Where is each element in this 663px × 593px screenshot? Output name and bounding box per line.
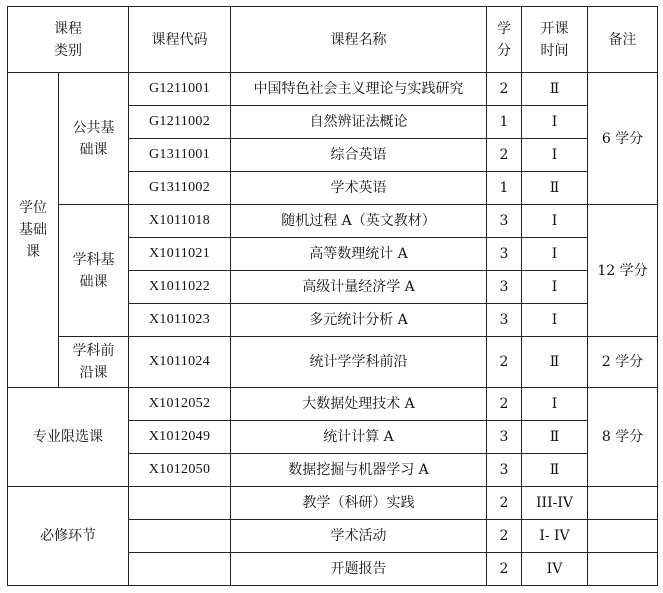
course-code: G1211002 <box>129 106 231 139</box>
course-credits: 1 <box>487 106 522 139</box>
course-credits: 2 <box>487 553 522 586</box>
course-term: Ⅱ <box>522 421 588 454</box>
group-required-links: 必修环节 <box>8 487 129 586</box>
course-term: Ⅱ <box>522 337 588 388</box>
note-elective: 8 学分 <box>588 388 658 487</box>
course-name: 教学（科研）实践 <box>231 487 487 520</box>
table-row <box>8 337 658 388</box>
course-name: 自然辨证法概论 <box>231 106 487 139</box>
course-code: X1011022 <box>129 271 231 304</box>
course-code: G1311001 <box>129 139 231 172</box>
table-row <box>8 388 658 421</box>
course-code: X1012049 <box>129 421 231 454</box>
course-name: 数据挖掘与机器学习 A <box>231 454 487 487</box>
course-name: 高等数理统计 A <box>231 238 487 271</box>
course-term: Ⅰ <box>522 304 588 337</box>
course-name: 随机过程 A（英文教材） <box>231 205 487 238</box>
course-credits: 2 <box>487 139 522 172</box>
header-credits: 学 分 <box>487 7 522 73</box>
table-row <box>8 73 658 106</box>
table-row <box>8 205 658 238</box>
course-name: 学术活动 <box>231 520 487 553</box>
course-code: X1011021 <box>129 238 231 271</box>
header-term: 开课 时间 <box>522 7 588 73</box>
course-credits: 1 <box>487 172 522 205</box>
note-empty <box>588 487 658 520</box>
course-name: 大数据处理技术 A <box>231 388 487 421</box>
header-code: 课程代码 <box>129 7 231 73</box>
group-degree-basic: 学位 基础 课 <box>8 73 59 388</box>
course-term: Ⅱ <box>522 454 588 487</box>
header-row <box>8 7 658 73</box>
note-empty <box>588 520 658 553</box>
course-credits: 2 <box>487 487 522 520</box>
course-term: Ⅰ <box>522 388 588 421</box>
course-credits: 3 <box>487 205 522 238</box>
course-name: 高级计量经济学 A <box>231 271 487 304</box>
course-name: 统计计算 A <box>231 421 487 454</box>
course-code: X1011023 <box>129 304 231 337</box>
subgroup-subject-frontier: 学科前 沿课 <box>59 337 129 388</box>
course-credits: 2 <box>487 337 522 388</box>
course-term: Ⅱ <box>522 172 588 205</box>
course-term: Ⅰ <box>522 205 588 238</box>
course-credits: 3 <box>487 271 522 304</box>
course-term: Ⅰ <box>522 238 588 271</box>
course-name: 中国特色社会主义理论与实践研究 <box>231 73 487 106</box>
course-term: Ⅱ <box>522 73 588 106</box>
header-note: 备注 <box>588 7 658 73</box>
course-code: G1311002 <box>129 172 231 205</box>
course-credits: 2 <box>487 520 522 553</box>
table-row <box>8 487 658 520</box>
course-term: Ⅰ <box>522 139 588 172</box>
course-credits: 2 <box>487 73 522 106</box>
note-empty <box>588 553 658 586</box>
course-code: X1012052 <box>129 388 231 421</box>
subgroup-public-basic: 公共基 础课 <box>59 73 129 205</box>
course-code: X1011018 <box>129 205 231 238</box>
header-category: 课程 类别 <box>8 7 129 73</box>
course-name: 学术英语 <box>231 172 487 205</box>
course-code <box>129 553 231 586</box>
course-term: Ⅰ <box>522 271 588 304</box>
header-name: 课程名称 <box>231 7 487 73</box>
note-subject: 12 学分 <box>588 205 658 337</box>
group-elective: 专业限选课 <box>8 388 129 487</box>
course-credits: 3 <box>487 238 522 271</box>
course-term: IV <box>522 553 588 586</box>
note-frontier: 2 学分 <box>588 337 658 388</box>
note-public: 6 学分 <box>588 73 658 205</box>
course-code: X1012050 <box>129 454 231 487</box>
course-term: I- IV <box>522 520 588 553</box>
course-code: X1011024 <box>129 337 231 388</box>
course-name: 开题报告 <box>231 553 487 586</box>
course-name: 多元统计分析 A <box>231 304 487 337</box>
course-code <box>129 520 231 553</box>
course-term: Ⅰ <box>522 106 588 139</box>
course-code: G1211001 <box>129 73 231 106</box>
course-term: III-IV <box>522 487 588 520</box>
course-credits: 3 <box>487 454 522 487</box>
course-name: 综合英语 <box>231 139 487 172</box>
curriculum-table <box>7 6 658 586</box>
course-credits: 3 <box>487 421 522 454</box>
course-credits: 3 <box>487 304 522 337</box>
course-code <box>129 487 231 520</box>
subgroup-subject-basic: 学科基 础课 <box>59 205 129 337</box>
course-name: 统计学学科前沿 <box>231 337 487 388</box>
course-credits: 2 <box>487 388 522 421</box>
